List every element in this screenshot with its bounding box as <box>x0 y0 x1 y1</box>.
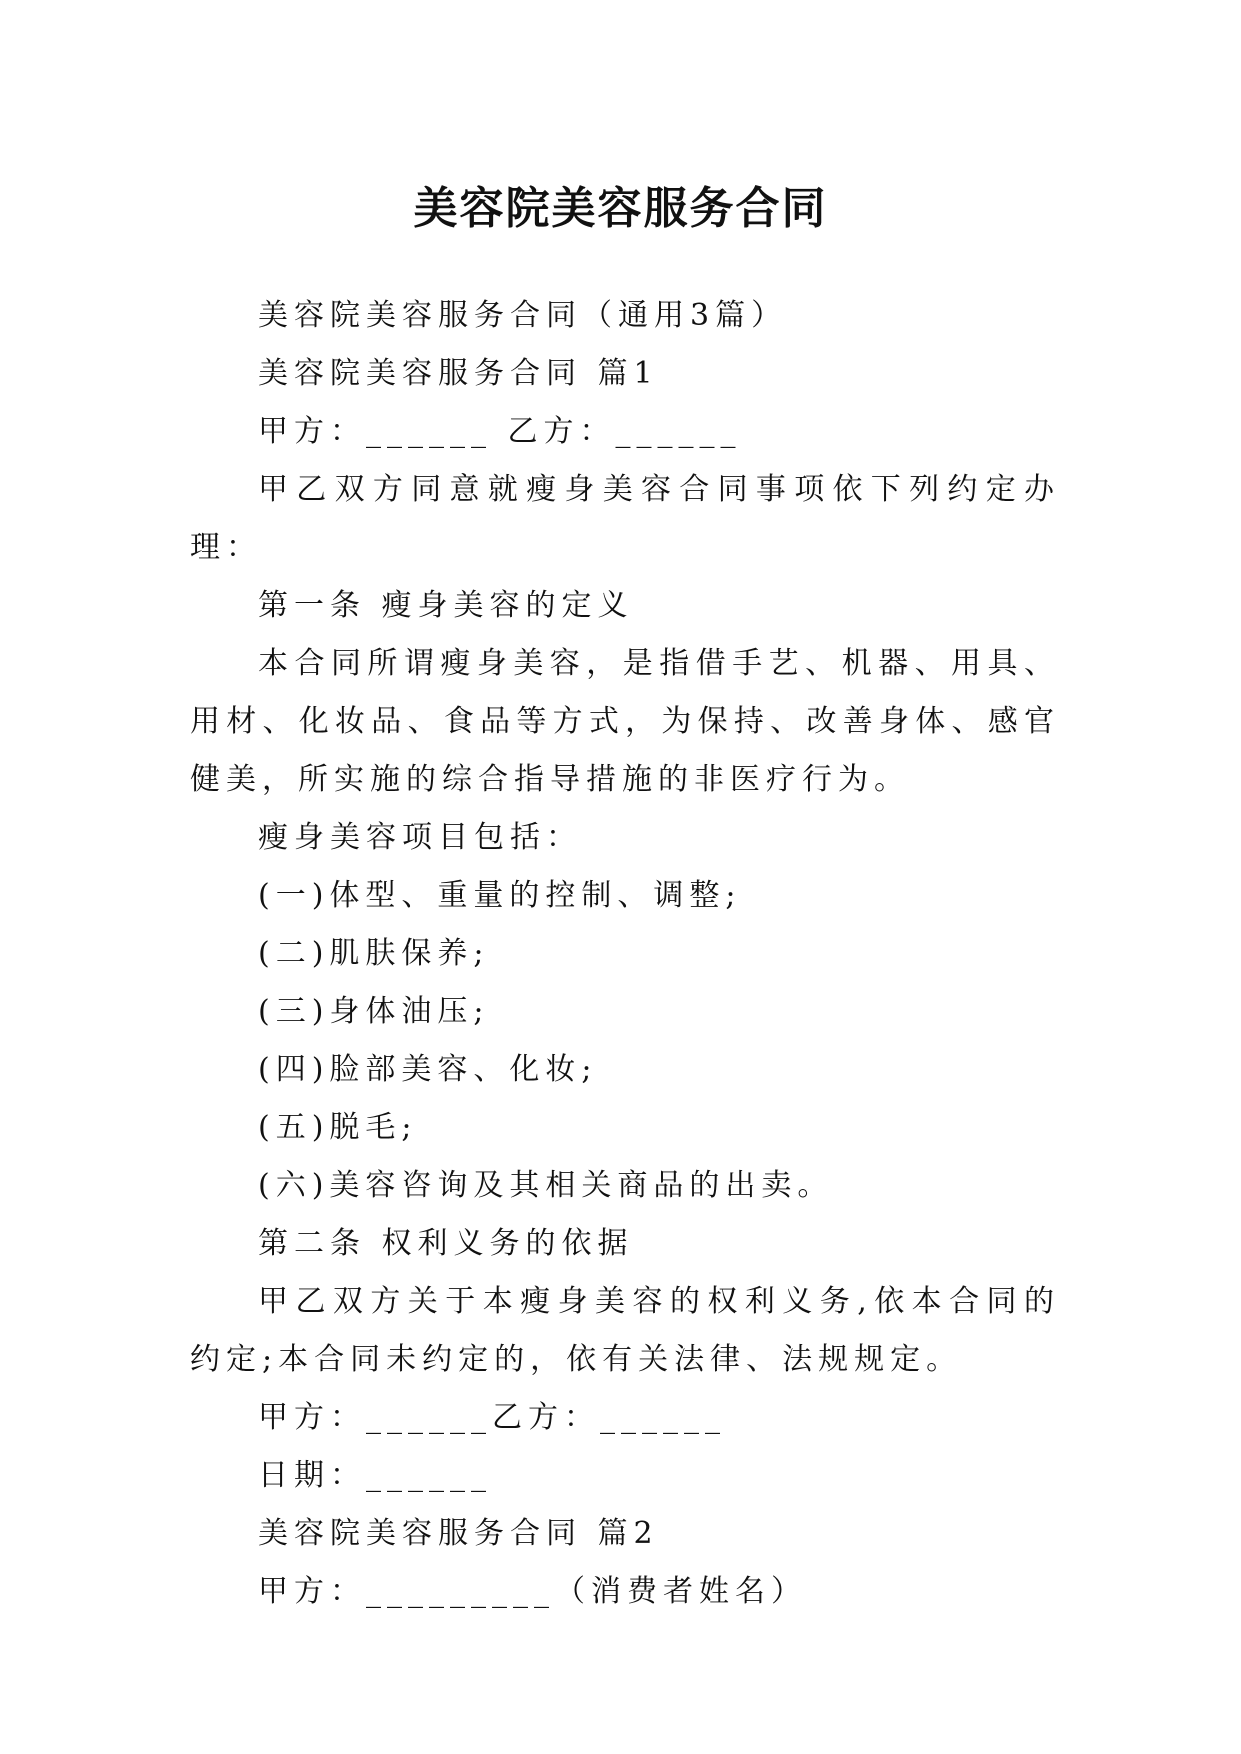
paragraph-part-2-heading: 美容院美容服务合同 篇2 <box>258 1516 659 1551</box>
paragraph-item-5: (五)脱毛; <box>258 1110 418 1145</box>
paragraph-agreement: 甲乙双方同意就瘦身美容合同事项依下列约定办理： <box>190 472 1060 565</box>
paragraph-party-a-consumer: 甲方：_________（消费者姓名） <box>258 1574 807 1609</box>
paragraph-item-3: (三)身体油压; <box>258 994 490 1029</box>
paragraph-signatures: 甲方：______乙方：______ <box>258 1400 726 1435</box>
paragraph-article-1-heading: 第一条 瘦身美容的定义 <box>258 588 634 623</box>
paragraph-article-2-basis: 甲乙双方关于本瘦身美容的权利义务,依本合同的约定;本合同未约定的，依有关法律、法规规定。 <box>190 1284 1060 1377</box>
paragraph-parties: 甲方：______ 乙方：______ <box>258 414 742 449</box>
paragraph-article-1-definition: 本合同所谓瘦身美容，是指借手艺、机器、用具、用材、化妆品、食品等方式，为保持、改善身体、感官健美，所实施的综合指导措施的非医疗行为。 <box>190 646 1060 797</box>
paragraph-article-2-heading: 第二条 权利义务的依据 <box>258 1226 634 1261</box>
paragraph-part-1-heading: 美容院美容服务合同 篇1 <box>258 356 659 391</box>
document-body <box>190 287 1060 1621</box>
paragraph-item-2: (二)肌肤保养; <box>258 936 490 971</box>
paragraph-items-heading: 瘦身美容项目包括： <box>258 820 582 855</box>
document-title: 美容院美容服务合同 <box>413 183 828 235</box>
paragraph-item-4: (四)脸部美容、化妆; <box>258 1052 598 1087</box>
paragraph-item-1: (一)体型、重量的控制、调整; <box>258 878 742 913</box>
paragraph-item-6: (六)美容咨询及其相关商品的出卖。 <box>258 1168 834 1203</box>
paragraph-date: 日期：______ <box>258 1458 492 1493</box>
paragraph-subtitle: 美容院美容服务合同（通用3篇） <box>258 298 788 333</box>
